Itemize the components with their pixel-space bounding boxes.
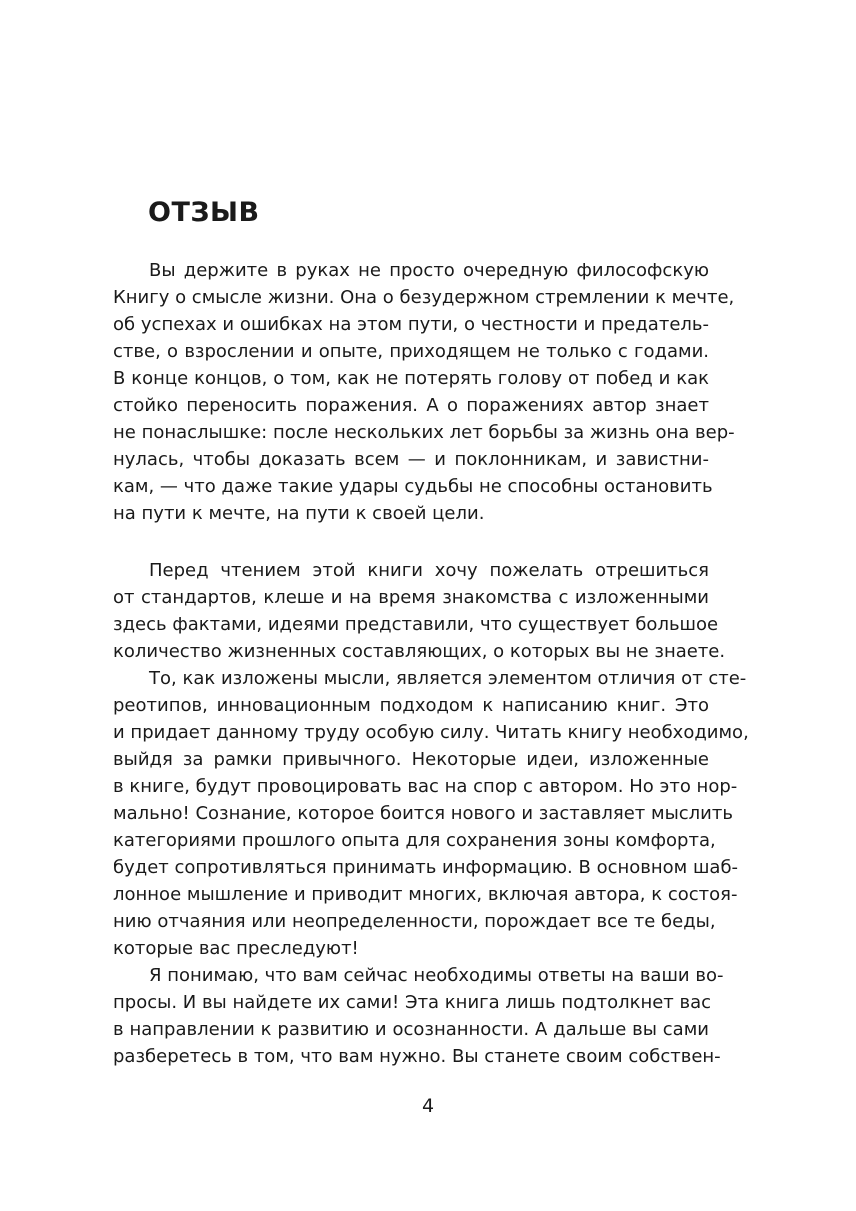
text-line: не понаслышке: после нескольких лет борьбы за жизнь она вер- (113, 422, 735, 443)
text-line: просы. И вы найдете их сами! Эта книга лишь подтолкнет вас (113, 992, 712, 1013)
paragraph-1 (113, 257, 735, 527)
page-title: ОТЗЫВ (148, 197, 260, 228)
text-line: категориями прошлого опыта для сохранения зоны комфорта, (113, 830, 716, 851)
text-line: в направлении к развитию и осознанности. А дальше вы сами (113, 1019, 709, 1040)
text-line: и придает данному труду особую силу. Читать книгу необходимо, (113, 722, 749, 743)
text-line: Книгу о смысле жизни. Она о безудержном стремлении к мечте, (113, 287, 735, 308)
text-line: здесь фактами, идеями представили, что существует большое (113, 614, 719, 635)
text-line: лонное мышление и приводит многих, включая автора, к состоя- (113, 884, 738, 905)
page-number: 4 (421, 1095, 435, 1117)
text-line: от стандартов, клеше и на время знакомства с изложенными (113, 587, 709, 608)
text-line: мально! Сознание, которое боится нового и заставляет мыслить (113, 803, 733, 824)
text-line: на пути к мечте, на пути к своей цели. (113, 503, 485, 524)
text-line: реотипов, инновационным подходом к написанию книг. Это (113, 695, 709, 716)
text-line: нию отчаяния или неопределенности, порождает все те беды, (113, 911, 716, 932)
text-line: Перед чтением этой книги хочу пожелать отрешиться (149, 560, 709, 581)
text-line: будет сопротивляться принимать информацию. В основном шаб- (113, 857, 739, 878)
text-line: В конце концов, о том, как не потерять голову от побед и как (113, 368, 709, 389)
text-line: нулась, чтобы доказать всем — и поклонникам, и завистни- (113, 449, 709, 470)
text-line: Я понимаю, что вам сейчас необходимы ответы на ваши во- (149, 965, 724, 986)
text-line: количество жизненных составляющих, о которых вы не знаете. (113, 641, 726, 662)
text-line: Вы держите в руках не просто очередную философскую (149, 260, 709, 281)
text-line: стойко переносить поражения. А о поражениях автор знает (113, 395, 709, 416)
text-line: выйдя за рамки привычного. Некоторые идеи, изложенные (113, 749, 709, 770)
text-line: То, как изложены мысли, является элементом отличия от сте- (149, 668, 747, 689)
paragraph-2 (113, 557, 749, 1070)
text-line: стве, о взрослении и опыте, приходящем не только с годами. (113, 341, 709, 362)
text-line: в книге, будут провоцировать вас на спор с автором. Но это нор- (113, 776, 738, 797)
text-line: кам, — что даже такие удары судьбы не способны остановить (113, 476, 713, 497)
text-line: разберетесь в том, что вам нужно. Вы станете своим собствен- (113, 1046, 721, 1067)
text-line: об успехах и ошибках на этом пути, о честности и предатель- (113, 314, 709, 335)
text-line: которые вас преследуют! (113, 938, 359, 959)
